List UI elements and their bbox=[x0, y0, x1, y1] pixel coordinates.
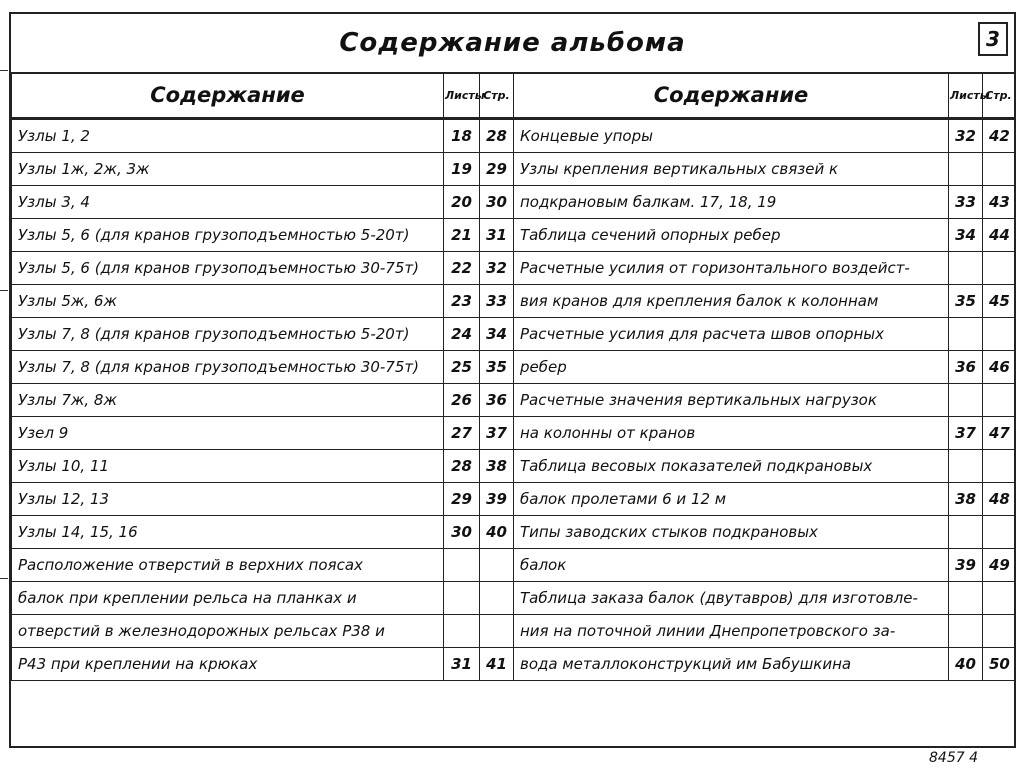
sheet-left-cell: 19 bbox=[444, 153, 480, 186]
content-left-cell: Узлы 7, 8 (для кранов грузоподъемностью 5-20т) bbox=[12, 318, 444, 351]
page-left-cell: 28 bbox=[480, 119, 514, 153]
table-row bbox=[12, 219, 1015, 252]
page-left-cell: 39 bbox=[480, 483, 514, 516]
page-left-cell: 41 bbox=[480, 648, 514, 681]
sheet-left-cell bbox=[444, 615, 480, 648]
sheet-right-cell bbox=[949, 615, 983, 648]
sheet-right-cell: 38 bbox=[949, 483, 983, 516]
page-right-cell: 49 bbox=[983, 549, 1015, 582]
page-left-cell: 31 bbox=[480, 219, 514, 252]
content-right-cell: ребер bbox=[514, 351, 949, 384]
page-right-cell bbox=[983, 318, 1015, 351]
table-row bbox=[12, 318, 1015, 351]
album-title: Содержание альбома bbox=[339, 28, 686, 58]
content-right-cell: Таблица заказа балок (двутавров) для изготовле- bbox=[514, 582, 949, 615]
page-left-cell: 33 bbox=[480, 285, 514, 318]
page-right-cell bbox=[983, 516, 1015, 549]
page-right-cell: 48 bbox=[983, 483, 1015, 516]
sheet-left-cell: 18 bbox=[444, 119, 480, 153]
margin-tick bbox=[0, 70, 8, 71]
table-row bbox=[12, 483, 1015, 516]
table-row bbox=[12, 549, 1015, 582]
page-right-cell: 43 bbox=[983, 186, 1015, 219]
sheet-right-cell: 35 bbox=[949, 285, 983, 318]
table-row bbox=[12, 417, 1015, 450]
sheet-right-cell bbox=[949, 516, 983, 549]
content-left-cell: Р43 при креплении на крюках bbox=[12, 648, 444, 681]
sheet-left-cell: 26 bbox=[444, 384, 480, 417]
content-right-cell: балок bbox=[514, 549, 949, 582]
page-left-cell: 29 bbox=[480, 153, 514, 186]
album-sheet bbox=[9, 12, 1016, 748]
sheet-left-cell: 27 bbox=[444, 417, 480, 450]
content-left-cell: Узлы 12, 13 bbox=[12, 483, 444, 516]
page-right-cell bbox=[983, 615, 1015, 648]
table-row bbox=[12, 153, 1015, 186]
table-row bbox=[12, 450, 1015, 483]
page-left-cell bbox=[480, 615, 514, 648]
sheet-right-cell: 37 bbox=[949, 417, 983, 450]
margin-tick bbox=[0, 578, 8, 579]
page-left-cell: 38 bbox=[480, 450, 514, 483]
header-sheets-left: Листы bbox=[444, 73, 480, 119]
content-right-cell: Концевые упоры bbox=[514, 119, 949, 153]
sheet-right-cell: 39 bbox=[949, 549, 983, 582]
table-row bbox=[12, 186, 1015, 219]
page-right-cell bbox=[983, 582, 1015, 615]
content-right-cell: Расчетные усилия для расчета швов опорных bbox=[514, 318, 949, 351]
content-left-cell: Узлы 14, 15, 16 bbox=[12, 516, 444, 549]
table-row bbox=[12, 285, 1015, 318]
header-content-left: Содержание bbox=[12, 73, 444, 119]
table-row bbox=[12, 582, 1015, 615]
sheet-left-cell: 21 bbox=[444, 219, 480, 252]
content-right-cell: балок пролетами 6 и 12 м bbox=[514, 483, 949, 516]
page-left-cell: 37 bbox=[480, 417, 514, 450]
content-right-cell: ния на поточной линии Днепропетровского за- bbox=[514, 615, 949, 648]
content-left-cell: Узлы 7, 8 (для кранов грузоподъемностью 30-75т) bbox=[12, 351, 444, 384]
page-number: 3 bbox=[978, 22, 1008, 56]
sheet-left-cell bbox=[444, 582, 480, 615]
table-row bbox=[12, 351, 1015, 384]
sheet-right-cell: 40 bbox=[949, 648, 983, 681]
sheet-right-cell bbox=[949, 252, 983, 285]
content-left-cell: Узлы 10, 11 bbox=[12, 450, 444, 483]
content-right-cell: Узлы крепления вертикальных связей к bbox=[514, 153, 949, 186]
header-content-right: Содержание bbox=[514, 73, 949, 119]
sheet-left-cell: 28 bbox=[444, 450, 480, 483]
content-right-cell: Таблица весовых показателей подкрановых bbox=[514, 450, 949, 483]
page-right-cell bbox=[983, 384, 1015, 417]
header-row bbox=[12, 73, 1015, 119]
page-right-cell bbox=[983, 153, 1015, 186]
content-left-cell: Узлы 5, 6 (для кранов грузоподъемностью 30-75т) bbox=[12, 252, 444, 285]
page-right-cell bbox=[983, 252, 1015, 285]
header-pages-right: Стр. bbox=[983, 73, 1015, 119]
table-row bbox=[12, 384, 1015, 417]
sheet-right-cell bbox=[949, 582, 983, 615]
page-left-cell: 40 bbox=[480, 516, 514, 549]
content-left-cell: Узлы 1ж, 2ж, 3ж bbox=[12, 153, 444, 186]
content-right-cell: Расчетные значения вертикальных нагрузок bbox=[514, 384, 949, 417]
content-right-cell: Расчетные усилия от горизонтального воздейст- bbox=[514, 252, 949, 285]
content-left-cell: Расположение отверстий в верхних поясах bbox=[12, 549, 444, 582]
sheet-right-cell bbox=[949, 153, 983, 186]
drawing-number: 8457 4 bbox=[929, 750, 978, 766]
content-left-cell: балок при креплении рельса на планках и bbox=[12, 582, 444, 615]
sheet-right-cell: 36 bbox=[949, 351, 983, 384]
sheet-right-cell bbox=[949, 318, 983, 351]
page-right-cell: 46 bbox=[983, 351, 1015, 384]
page-left-cell: 34 bbox=[480, 318, 514, 351]
content-right-cell: вия кранов для крепления балок к колоннам bbox=[514, 285, 949, 318]
table-row bbox=[12, 516, 1015, 549]
sheet-right-cell: 33 bbox=[949, 186, 983, 219]
sheet-left-cell: 24 bbox=[444, 318, 480, 351]
sheet-right-cell bbox=[949, 384, 983, 417]
content-left-cell: Узлы 7ж, 8ж bbox=[12, 384, 444, 417]
page-left-cell: 30 bbox=[480, 186, 514, 219]
page-right-cell: 47 bbox=[983, 417, 1015, 450]
page-left-cell: 35 bbox=[480, 351, 514, 384]
sheet-left-cell: 22 bbox=[444, 252, 480, 285]
page-left-cell bbox=[480, 582, 514, 615]
sheet-left-cell: 23 bbox=[444, 285, 480, 318]
page-right-cell: 50 bbox=[983, 648, 1015, 681]
content-left-cell: отверстий в железнодорожных рельсах Р38 и bbox=[12, 615, 444, 648]
content-left-cell: Узел 9 bbox=[12, 417, 444, 450]
table-row bbox=[12, 252, 1015, 285]
page-left-cell: 32 bbox=[480, 252, 514, 285]
content-right-cell: подкрановым балкам. 17, 18, 19 bbox=[514, 186, 949, 219]
title-row bbox=[11, 14, 1014, 74]
page-right-cell bbox=[983, 450, 1015, 483]
sheet-left-cell: 30 bbox=[444, 516, 480, 549]
page-right-cell: 42 bbox=[983, 119, 1015, 153]
content-left-cell: Узлы 5ж, 6ж bbox=[12, 285, 444, 318]
sheet-left-cell: 31 bbox=[444, 648, 480, 681]
sheet-right-cell bbox=[949, 450, 983, 483]
table-row bbox=[12, 119, 1015, 153]
page-right-cell: 45 bbox=[983, 285, 1015, 318]
sheet-left-cell: 25 bbox=[444, 351, 480, 384]
margin-tick bbox=[0, 290, 8, 291]
content-right-cell: вода металлоконструкций им Бабушкина bbox=[514, 648, 949, 681]
sheet-left-cell: 29 bbox=[444, 483, 480, 516]
content-right-cell: Таблица сечений опорных ребер bbox=[514, 219, 949, 252]
sheet-left-cell bbox=[444, 549, 480, 582]
contents-rows bbox=[12, 119, 1015, 681]
header-pages-left: Стр. bbox=[480, 73, 514, 119]
page-left-cell: 36 bbox=[480, 384, 514, 417]
sheet-right-cell: 34 bbox=[949, 219, 983, 252]
sheet-left-cell: 20 bbox=[444, 186, 480, 219]
content-left-cell: Узлы 1, 2 bbox=[12, 119, 444, 153]
content-right-cell: Типы заводских стыков подкрановых bbox=[514, 516, 949, 549]
content-right-cell: на колонны от кранов bbox=[514, 417, 949, 450]
table-row bbox=[12, 615, 1015, 648]
page-left-cell bbox=[480, 549, 514, 582]
header-sheets-right: Листы bbox=[949, 73, 983, 119]
page-right-cell: 44 bbox=[983, 219, 1015, 252]
contents-table bbox=[11, 72, 1015, 681]
sheet-right-cell: 32 bbox=[949, 119, 983, 153]
content-left-cell: Узлы 3, 4 bbox=[12, 186, 444, 219]
content-left-cell: Узлы 5, 6 (для кранов грузоподъемностью 5-20т) bbox=[12, 219, 444, 252]
table-row bbox=[12, 648, 1015, 681]
